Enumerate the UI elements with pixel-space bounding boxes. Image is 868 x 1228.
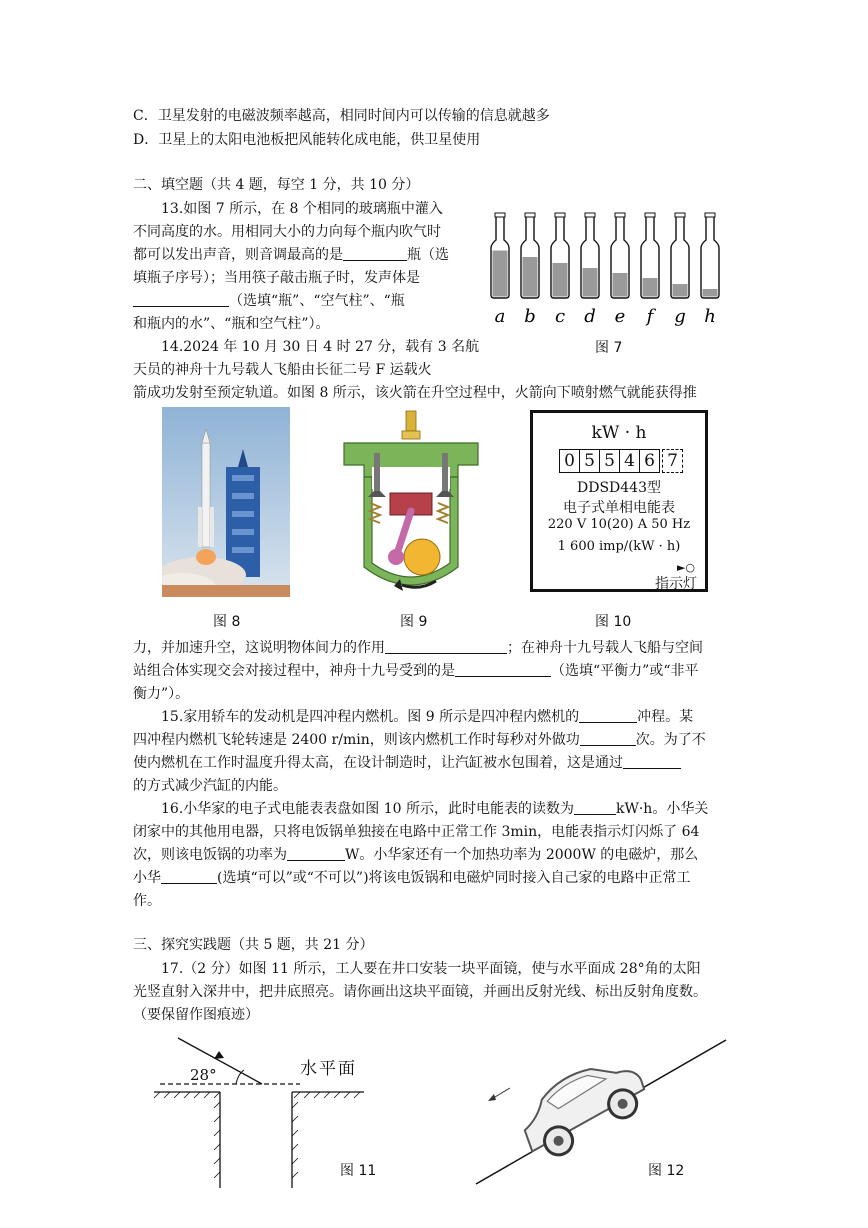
- q13-blank-1[interactable]: [343, 246, 407, 261]
- bottle-label-g: g: [674, 306, 686, 327]
- q17-line-1: 17.（2 分）如图 11 所示，工人要在井口安装一块平面镜，使与水平面成 28°角的太阳: [161, 961, 701, 977]
- section-2-heading: 二、填空题（共 4 题，每空 1 分，共 10 分）: [133, 177, 420, 193]
- meter-impulse: 1 600 imp/(kW · h): [557, 539, 681, 554]
- meter-indicator-label: 指示灯: [655, 576, 697, 592]
- q15-line-1-text: 15.家用轿车的发动机是四冲程内燃机。图 9 所示是四冲程内燃机的: [161, 709, 580, 725]
- bottle-label-b: b: [524, 306, 536, 327]
- q14-blank-1[interactable]: [385, 639, 507, 654]
- q13-line-5: [133, 291, 405, 311]
- q16-line-3: [133, 845, 698, 865]
- q16-line-1-text: 16.小华家的电子式电能表表盘如图 10 所示，此时电能表的读数为: [161, 801, 574, 817]
- bottle-c: [551, 213, 569, 327]
- meter-digit: 4: [619, 449, 640, 473]
- q17-line-2: 光竖直射入深井中，把井底照亮。请你画出这块平面镜，并画出反射光线、标出反射角度数。: [133, 984, 707, 1000]
- figure-10-caption: 图 10: [595, 614, 632, 630]
- meter-digit: 0: [559, 449, 580, 473]
- q13-line-5-tail: （选填“瓶”、“空气柱”、“瓶: [229, 293, 405, 309]
- option-d: D．卫星上的太阳电池板把风能转化成电能，供卫星使用: [133, 132, 481, 148]
- bottle-label-e: e: [614, 306, 626, 327]
- q15-blank-1[interactable]: [579, 708, 637, 723]
- figure-11-horizontal-label: 水平面: [300, 1059, 357, 1079]
- q17-line-3: （要保留作图痕迹）: [133, 1007, 259, 1023]
- meter-digit: 5: [599, 449, 620, 473]
- q16-blank-2[interactable]: [287, 846, 345, 861]
- figure-12-car-on-slope: [470, 1030, 740, 1190]
- q14-line-2: 天员的神舟十九号载人飞船由长征二号 F 运载火: [133, 362, 432, 378]
- meter-name: 电子式单相电能表: [563, 500, 675, 516]
- q14-blank-2[interactable]: [455, 662, 551, 677]
- bottle-g: [671, 213, 689, 327]
- q15-blank-2[interactable]: [580, 731, 636, 746]
- q15-line-1-tail: 冲程。某: [637, 709, 694, 725]
- figure-11-caption: 图 11: [340, 1163, 377, 1179]
- q16-line-1-tail: kW·h。小华关: [615, 801, 709, 817]
- figure-9-caption: 图 9: [400, 614, 428, 630]
- q15-line-3-text: 使内燃机在工作时温度升得太高，在设计制造时，让汽缸被水包围着，这是通过: [133, 755, 623, 771]
- indicator-lamp-icon: ►○: [676, 561, 695, 574]
- bottle-label-d: d: [584, 306, 596, 327]
- q14-line-1: 14.2024 年 10 月 30 日 4 时 27 分，载有 3 名航: [161, 339, 480, 355]
- q16-line-4-text: 小华: [133, 870, 161, 886]
- q15-line-2: [133, 730, 706, 750]
- meter-unit: kW · h: [591, 423, 647, 443]
- q16-line-1: [161, 799, 708, 819]
- bottle-label-a: a: [494, 306, 506, 327]
- bottle-f: [641, 213, 659, 327]
- motion-arrow-icon: [488, 1094, 496, 1101]
- q14-line-4-tail: ；在神舟十九号载人飞船与空间: [507, 640, 703, 656]
- figure-11-angle-label: 28°: [190, 1066, 217, 1084]
- q13-blank-2[interactable]: [133, 292, 229, 307]
- q16-line-4-tail: (选填“可以”或“不可以”)将该电饭锅和电磁炉同时接入自己家的电路中正常工: [217, 870, 691, 886]
- ray-arrow-icon: [214, 1051, 224, 1059]
- q14-line-5: [133, 661, 698, 681]
- q13-line-3-tail: 瓶（选: [407, 247, 449, 263]
- figure-12-caption: 图 12: [648, 1163, 685, 1179]
- figure-10-meter: [530, 410, 708, 592]
- q15-line-2-text: 四冲程内燃机飞轮转速是 2400 r/min，则该内燃机工作时每秒对外做功: [133, 732, 580, 748]
- figure-9-engine: [340, 407, 482, 597]
- meter-model: DDSD443型: [577, 480, 661, 496]
- option-c: C．卫星发射的电磁波频率越高，相同时间内可以传输的信息就越多: [133, 108, 550, 124]
- q15-line-4: 的方式减少汽缸的内能。: [133, 778, 287, 794]
- q13-line-3-text: 都可以发出声音，则音调最高的是: [133, 247, 343, 263]
- q13-line-4: 填瓶子序号）；当用筷子敲击瓶子时，发声体是: [133, 270, 420, 286]
- q16-line-3-tail: W。小华家还有一个加热功率为 2000W 的电磁炉，那么: [345, 847, 699, 863]
- q13-line-6: 和瓶内的水”、“瓶和空气柱”）。: [133, 316, 330, 332]
- bottle-label-c: c: [554, 306, 566, 327]
- q14-line-5-tail: （选填“平衡力”或“非平: [551, 663, 699, 679]
- bottle-b: [521, 213, 539, 327]
- bottle-h: [701, 213, 719, 327]
- q13-line-3: [133, 245, 449, 265]
- figure-8-rocket-photo: [162, 407, 290, 597]
- meter-digits: [559, 449, 683, 473]
- section-3-heading: 三、探究实践题（共 5 题，共 21 分）: [133, 937, 374, 953]
- q15-line-1: [161, 707, 693, 727]
- q14-line-5-text: 站组合体实现交会对接过程中，神舟十九号受到的是: [133, 663, 455, 679]
- q14-line-3: 箭成功发射至预定轨道。如图 8 所示，该火箭在升空过程中，火箭向下喷射燃气就能获得推: [133, 385, 697, 401]
- meter-digit: 5: [579, 449, 600, 473]
- q16-blank-3[interactable]: [161, 869, 217, 884]
- meter-digit: 7: [662, 449, 683, 473]
- figure-7-caption: 图 7: [595, 340, 623, 356]
- q15-line-3: [133, 753, 681, 773]
- q16-line-3-text: 次，则该电饭锅的功率为: [133, 847, 287, 863]
- figure-8-caption: 图 8: [213, 614, 241, 630]
- q14-line-6: 衡力”）。: [133, 686, 190, 702]
- q14-line-4: [133, 638, 703, 658]
- q16-line-2: 闭家中的其他用电器，只将电饭锅单独接在电路中正常工作 3min，电能表指示灯闪烁了 64: [133, 824, 700, 840]
- q13-line-1: 13.如图 7 所示，在 8 个相同的玻璃瓶中灌入: [161, 201, 443, 217]
- q16-line-4: [133, 868, 691, 888]
- q13-line-2: 不同高度的水。用相同大小的力向每个瓶内吹气时: [133, 224, 441, 240]
- q16-blank-1[interactable]: [574, 800, 616, 815]
- q15-line-2-tail: 次。为了不: [635, 732, 706, 748]
- bottle-label-h: h: [704, 306, 716, 327]
- q14-line-4-text: 力，并加速升空，这说明物体间力的作用: [133, 640, 385, 656]
- q15-blank-3[interactable]: [623, 754, 681, 769]
- bottle-e: [611, 213, 629, 327]
- q16-line-5: 作。: [133, 893, 161, 909]
- meter-spec: 220 V 10(20) A 50 Hz: [547, 517, 691, 532]
- bottle-d: [581, 213, 599, 327]
- figure-7-bottles: [482, 212, 732, 330]
- meter-digit: 6: [639, 449, 660, 473]
- bottle-a: [491, 213, 509, 327]
- bottle-label-f: f: [646, 306, 654, 327]
